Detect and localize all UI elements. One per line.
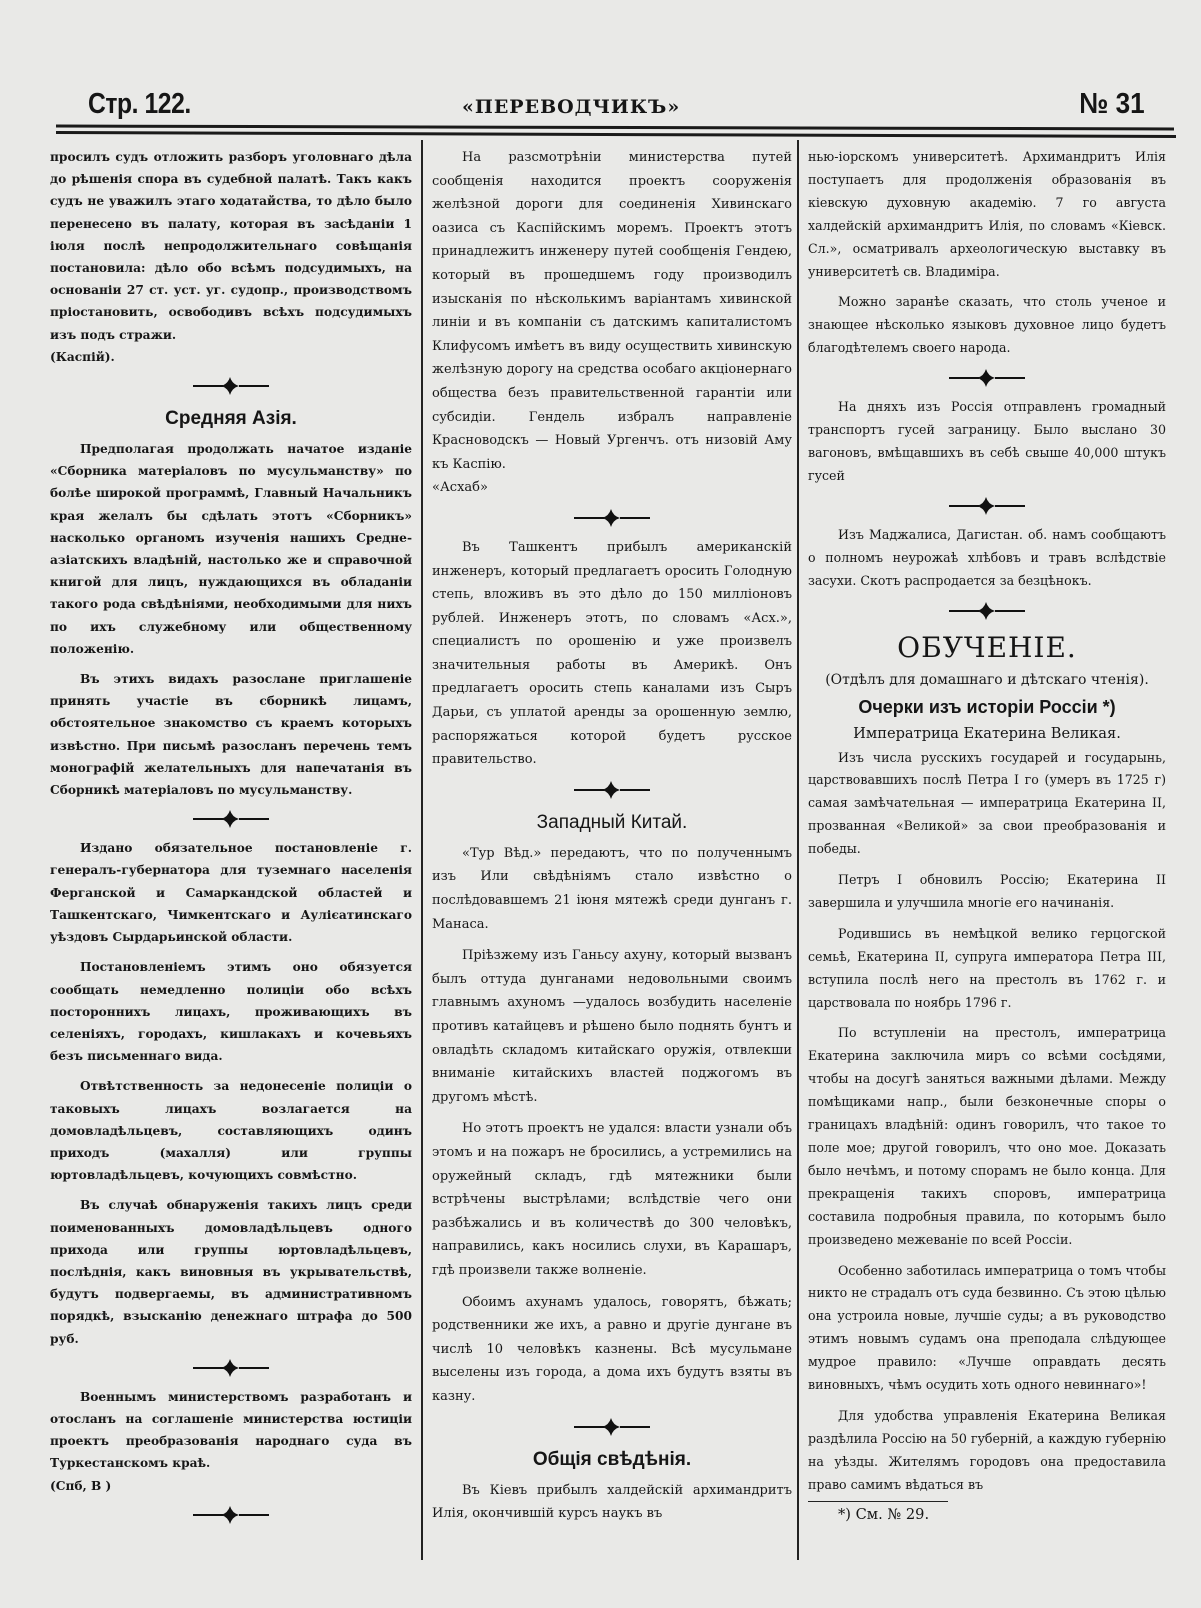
article-paragraph: Въ Ташкентъ прибылъ американскій инженеръ, который предлагаетъ оросить Голодную степь, вложивъ въ это дѣло до 150 милліоновъ рублей. Инженеръ этотъ, по словамъ «Асх.», специалистъ по орошенію и уже произвелъ значительныя работы въ Америкѣ. Онъ предлагаетъ оросить степь каналами изъ Сыръ Дарьи, съ уплатой аренды за орошенную землю, распоряжаться которой будетъ русское правительство. <box>432 539 792 768</box>
article-paragraph: Изъ числа русскихъ государей и государынь, царствовавшихъ послѣ Петра I го (умеръ въ 1725 г) самая замѣчательная — императрица Екатерина II, прозванная «Великой» за свои преобразованія и победы. <box>808 749 1166 857</box>
diamond-ornament-icon <box>220 1358 240 1378</box>
column-2 <box>432 146 792 1534</box>
article-title: Очерки изъ исторіи Россіи *) <box>858 696 1116 717</box>
column-3 <box>808 146 1166 1528</box>
ornament-divider <box>808 368 1166 388</box>
ornament-divider <box>50 1358 412 1378</box>
ornament-divider <box>50 809 412 829</box>
ornament-divider <box>432 1417 792 1437</box>
article-paragraph: «Тур Вѣд.» передаютъ, что по полученнымъ изъ Или свѣдѣніямъ стало извѣстно о послѣдовавшемъ 21 іюня мятежѣ среди дунганъ г. Манаса. <box>432 845 792 932</box>
column-divider-1 <box>421 140 423 1560</box>
diamond-ornament-icon <box>976 368 996 388</box>
article-paragraph: Въ случаѣ обнаруженія такихъ лицъ среди поименованныхъ домовладѣльцевъ одного прихода или группы юртовладѣльцевъ, послѣднія, какъ виновныя въ укрывательствѣ, будутъ подвергаемы, въ административномъ порядкѣ, взысканію денежнаго штрафа до 500 руб. <box>50 1198 412 1346</box>
issue-number: № 31 <box>1079 88 1145 120</box>
ornament-divider <box>808 601 1166 621</box>
article-paragraph: Отвѣтственность за недонесеніе полиціи о таковыхъ лицахъ возлагается на домовладѣльцевъ, составляющихъ одинъ приходъ (махалля) или группы юртовладѣльцевъ, кочующихъ совмѣстно. <box>50 1079 412 1183</box>
article-source: (Каспій). <box>50 349 115 364</box>
ornament-divider <box>50 376 412 396</box>
section-big-heading: ОБУЧЕНІЕ. <box>897 630 1077 664</box>
newspaper-title: «ПЕРЕВОДЧИКЪ» <box>462 96 681 118</box>
page-number: Стр. 122. <box>88 88 191 120</box>
article-paragraph: Постановленіемъ этимъ оно обязуется сообщать немедленно полиціи обо всѣхъ постороннихъ лицахъ, проживающихъ въ селеніяхъ, городахъ, кишлакахъ и кочевьяхъ безъ письменнаго вида. <box>50 960 412 1064</box>
article-paragraph: нью-іорскомъ университетѣ. Архимандритъ Илія поступаетъ для продолженія образованія въ кіевскую духовную академію. 7 го августа халдейскій архимандритъ Илія, по словамъ «Кіевск. Сл.», осматривалъ археологическую выставку въ университетѣ св. Владиміра. <box>808 149 1166 279</box>
ornament-divider <box>808 496 1166 516</box>
section-heading: Средняя Азія. <box>165 408 297 430</box>
article-source: (Спб, В ) <box>50 1478 112 1493</box>
article-paragraph: Военнымъ министерствомъ разработанъ и отосланъ на соглашеніе министерства юстиціи проектъ преобразованія народнаго суда въ Туркестанскомъ краѣ. <box>50 1389 412 1471</box>
article-paragraph: На разсмотрѣніи министерства путей сообщенія находится проектъ сооруженія желѣзной дороги для соединенія Хивинскаго оазиса съ Каспійскимъ моремъ. Проектъ этотъ принадлежитъ инженеру путей сообщенія Гендею, который въ прошедшемъ году производилъ изысканія по нѣсколькимъ варіантамъ хивинской линіи и въ компаніи съ датскимъ капиталистомъ Клифусомъ имѣетъ въ виду осуществить хивинскую желѣзную дорогу на средства особаго акціонернаго общества безъ правительственной гарантіи или субсидіи. Гендель избралъ направленіе Красноводскъ — Новый Ургенчъ. отъ низовій Аму къ Каспію. <box>432 150 792 472</box>
article-paragraph: По вступленіи на престолъ, императрица Екатерина заключила миръ со всѣми сосѣдями, чтобы на досугѣ заняться важными дѣлами. Между помѣщиками напр., были безконечные споры о границахъ владѣній: одинъ говорилъ, что такое то поле мое; другой говорилъ, что оно мое. Доказать было нечѣмъ, и потому спорамъ не было конца. Для прекращенія такихъ споровъ, императрица составила подробныя правила, по которымъ было произведено межеваніе по всей Россіи. <box>808 1025 1166 1247</box>
diamond-ornament-icon <box>220 376 240 396</box>
article-paragraph: Особенно заботилась императрица о томъ чтобы никто не страдалъ отъ суда безвинно. Съ этою цѣлью она устроила новые, лучшіе суды; а въ руководство этимъ новымъ судамъ она преподала слѣдующее мудрое правило: «Лучше оправдать десять виновныхъ, чѣмъ осудить хоть одного невиннаго»! <box>808 1262 1166 1393</box>
article-paragraph: Петръ I обновилъ Россію; Екатерина II завершила и улучшила многіе его начинанія. <box>808 872 1166 910</box>
column-1 <box>50 146 412 1533</box>
diamond-ornament-icon <box>601 780 621 800</box>
ornament-divider <box>432 780 792 800</box>
diamond-ornament-icon <box>220 1505 240 1525</box>
article-subtitle: Императрица Екатерина Великая. <box>853 724 1121 742</box>
article-paragraph: Издано обязательное постановленіе г. генералъ-губернатора для туземнаго населенія Ферганской и Самаркандской областей и Ташкентскаго, Чимкентскаго и Аулієатинскаго уѣздовъ Сырдарьинской области. <box>50 841 412 945</box>
ornament-divider <box>50 1505 412 1525</box>
diamond-ornament-icon <box>220 809 240 829</box>
article-paragraph: Для удобства управленія Екатерина Великая раздѣлила Россію на 50 губерній, а каждую губернію на уѣзды. Жителямъ городовъ она предоставила право самимъ вѣдаться въ <box>808 1407 1166 1492</box>
section-subheading: (Отдѣлъ для домашнаго и дѣтскаго чтенія). <box>825 671 1149 688</box>
article-paragraph: Изъ Маджалиса, Дагистан. об. намъ сообщаютъ о полномъ неурожаѣ хлѣбовъ и травъ вслѣдствіе засухи. Скотъ распродается за безцѣнокъ. <box>808 526 1166 588</box>
article-paragraph: Но этотъ проектъ не удался: власти узнали объ этомъ и на пожаръ не бросились, а устремились на оружейный складъ, гдѣ мятежники были встрѣчены выстрѣлами; вслѣдствіе чего они разбѣжались и въ количествѣ до 300 человѣкъ, направились, какъ носились слухи, въ Карашаръ, гдѣ произвели также волненіе. <box>432 1121 792 1278</box>
article-paragraph: Въ этихъ видахъ разослане приглашеніе принять участіе въ сборникѣ лицамъ, обстоятельное знакомство съ краемъ которыхъ извѣстно. При письмѣ разосланъ перечень темъ монографій желательныхъ для напечатанія въ Сборникѣ матеріаловъ по мусульманству. <box>50 672 412 798</box>
article-paragraph: Предполагая продолжать начатое изданіе «Сборника матеріаловъ по мусульманству» по болѣе широкой программѣ, Главный Начальникъ края желалъ бы сдѣлать этотъ «Сборникъ» насколько органомъ изученія нашихъ Средне-азіатскихъ владѣній, настолько же и справочной книгой для лицъ, нуждающихся въ обладаніи такого рода свѣдѣніями, необходимыми для нихъ по ихъ служебному или общественному положенію. <box>50 442 412 656</box>
footnote: *) См. № 29. <box>838 1505 930 1523</box>
article-paragraph: Обоимъ ахунамъ удалось, говорятъ, бѣжать; родственники же ихъ, а равно и другіе дунгане въ числѣ 10 человѣкъ казнены. Всѣ мусульмане выселены изъ города, а дома ихъ будутъ взяты въ казну. <box>432 1294 792 1404</box>
diamond-ornament-icon <box>976 601 996 621</box>
section-heading: Западный Китай. <box>536 811 688 833</box>
column-divider-2 <box>797 140 799 1560</box>
header-rule-bottom <box>56 131 1176 138</box>
page-header <box>0 84 1201 128</box>
article-paragraph: На дняхъ изъ Россія отправленъ громадный транспортъ гусей заграницу. Было выслано 30 вагоновъ, вмѣщавшихъ въ себѣ свыше 40,000 штукъ гусей <box>808 399 1166 483</box>
ornament-divider <box>432 508 792 528</box>
article-paragraph: Можно заранѣе сказать, что столь ученое и знающее нѣсколько языковъ духовное лицо будетъ благодѣтелемъ своего народа. <box>808 294 1166 356</box>
diamond-ornament-icon <box>601 508 621 528</box>
diamond-ornament-icon <box>976 496 996 516</box>
article-source: «Асхаб» <box>432 480 488 496</box>
diamond-ornament-icon <box>601 1417 621 1437</box>
section-heading: Общія свѣдѣнія. <box>532 1448 692 1470</box>
article-paragraph: просилъ судъ отложить разборъ уголовнаго дѣла до рѣшенія спора въ судебной палатѣ. Такъ какъ судъ не уважилъ этаго ходатайства, то дѣло было перенесено въ палату, которая въ засѣданіи 1 іюля послѣ непродолжительнаго совѣщанія постановила: дѣло обо всѣмъ подсудимыхъ, на основаніи 27 ст. уст. уг. судопр., производствомъ пріостановить, освободивъ всѣхъ подсудимыхъ изъ подъ стражи. <box>50 150 412 342</box>
article-paragraph: Родившись въ немѣцкой велико герцогской семьѣ, Екатерина II, супруга императора Петра III, вступила послѣ него на престолъ въ 1762 г. и царствовала по ноябрь 1796 г. <box>808 925 1166 1010</box>
article-paragraph: Въ Кіевъ прибылъ халдейскій архимандритъ Илія, окончившій курсъ наукъ въ <box>432 1482 792 1522</box>
article-paragraph: Пріѣзжему изъ Ганьсу ахуну, который вызванъ былъ оттуда дунганами недовольными своимъ главнымъ ахуномъ —удалось возбудить населеніе противъ катайцевъ и рѣшено было поднять бунтъ и овладѣть складомъ китайскаго оружія, отвлекши вниманіе китайскихъ властей поджогомъ въ другомъ мѣстѣ. <box>432 948 792 1105</box>
